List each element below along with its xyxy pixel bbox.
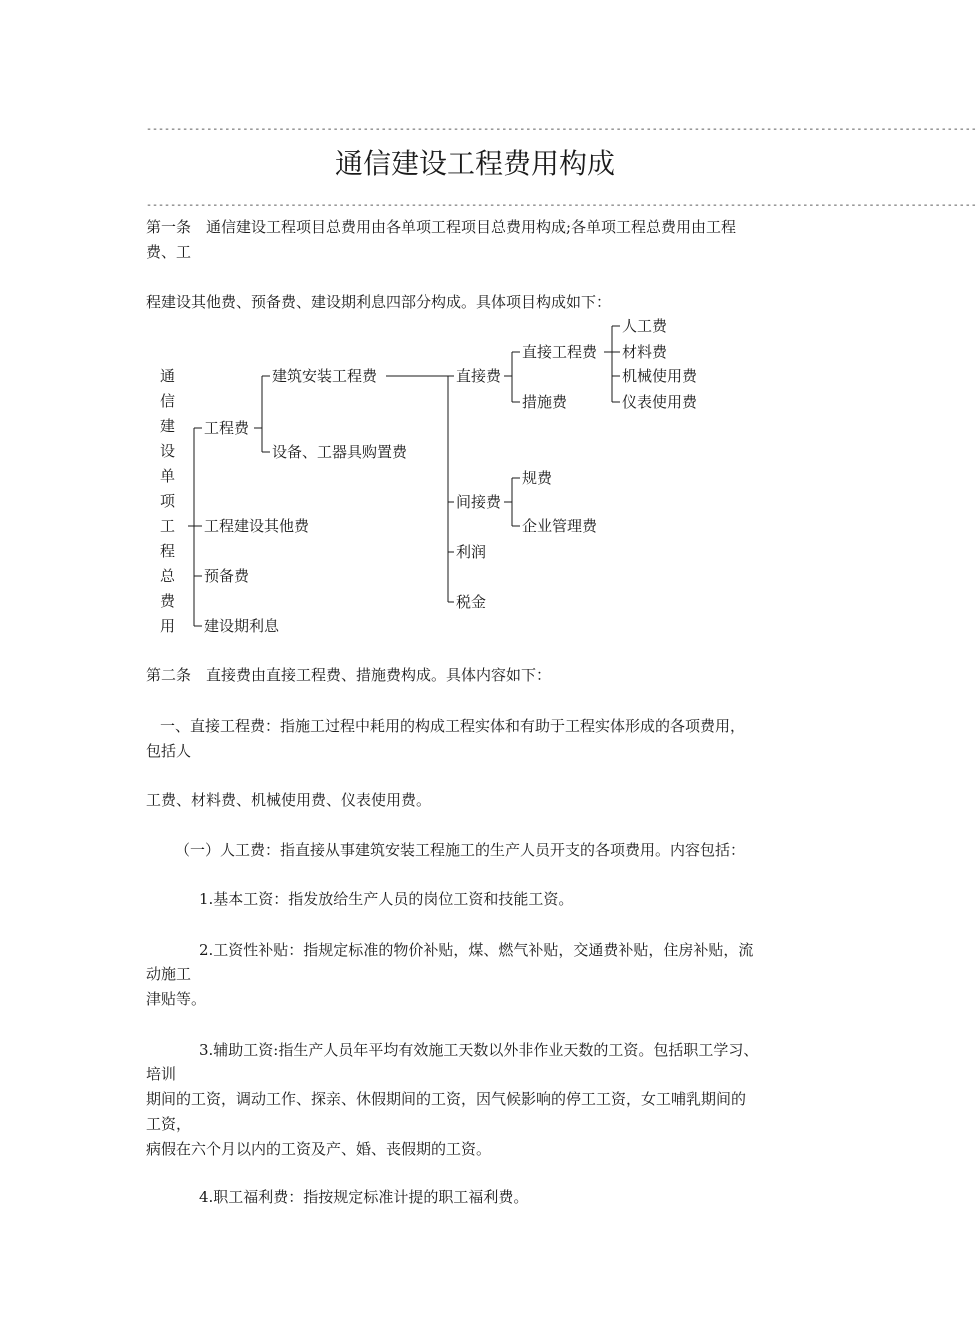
node-material-cost: 材料费 (622, 343, 668, 361)
tree-connector-lines (146, 314, 746, 644)
item-basic-wage: 1.基本工资：指发放给生产人员的岗位工资和技能工资。 (199, 890, 574, 908)
vertical-label-char: 信 (160, 392, 176, 410)
node-construction-interest: 建设期利息 (204, 617, 280, 635)
node-direct-engineering-cost: 直接工程费 (522, 343, 598, 361)
section-1-line-1: 一、直接工程费：指施工过程中耗用的构成工程实体和有助于工程实体形成的各项费用， (160, 717, 746, 735)
node-measure-cost: 措施费 (522, 393, 568, 411)
item-aux-wage-line-5: 病假在六个月以内的工资及产、婚、丧假期的工资。 (146, 1140, 492, 1158)
section-1-line-2: 包括人 (146, 742, 192, 760)
subsection-labor: （一）人工费：指直接从事建筑安装工程施工的生产人员开支的各项费用。内容包括： (175, 841, 746, 859)
vertical-label-char: 费 (160, 592, 176, 610)
node-fees: 规费 (522, 469, 553, 487)
node-labor-cost: 人工费 (622, 317, 668, 335)
node-construction-install-cost: 建筑安装工程费 (272, 367, 378, 385)
vertical-label-char: 单 (160, 467, 176, 485)
item-welfare: 4.职工福利费：指按规定标准计提的职工福利费。 (199, 1188, 529, 1206)
section-1-line-3: 工费、材料费、机械使用费、仪表使用费。 (146, 791, 432, 809)
bottom-rule: ------------------------------------------------------------------------------------------------------------------------------------------ (146, 200, 977, 211)
item-aux-wage-line-1: 3.辅助工资:指生产人员年平均有效施工天数以外非作业天数的工资。包括职工学习、 (199, 1041, 759, 1059)
article-1-line-1: 第一条 通信建设工程项目总费用由各单项工程项目总费用构成;各单项工程总费用由工程 (146, 218, 737, 236)
node-machinery-cost: 机械使用费 (622, 367, 698, 385)
node-equipment-purchase-cost: 设备、工器具购置费 (272, 443, 408, 461)
cost-structure-tree (146, 314, 746, 644)
item-wage-subsidy-line-3: 津贴等。 (146, 990, 207, 1008)
node-tax: 税金 (456, 593, 487, 611)
vertical-label-char: 总 (160, 567, 176, 585)
vertical-label-char: 工 (160, 517, 176, 535)
top-rule: ------------------------------------------------------------------------------------------------------------------------------------------ (146, 124, 977, 135)
node-management-cost: 企业管理费 (522, 517, 598, 535)
item-wage-subsidy-line-2: 动施工 (146, 965, 192, 983)
item-wage-subsidy-line-1: 2.工资性补贴：指规定标准的物价补贴，煤、燃气补贴，交通费补贴，住房补贴，流 (199, 941, 754, 959)
article-1-line-3: 程建设其他费、预备费、建设期利息四部分构成。具体项目构成如下： (146, 293, 612, 311)
item-aux-wage-line-4: 工资， (146, 1115, 192, 1133)
node-instrument-cost: 仪表使用费 (622, 393, 698, 411)
node-profit: 利润 (456, 543, 487, 561)
vertical-label-char: 程 (160, 542, 176, 560)
vertical-label-char: 设 (160, 442, 176, 460)
node-reserve-cost: 预备费 (204, 567, 250, 585)
article-2: 第二条 直接费由直接工程费、措施费构成。具体内容如下： (146, 666, 552, 684)
article-1-line-2: 费、工 (146, 243, 192, 261)
page-title: 通信建设工程费用构成 (334, 147, 615, 180)
node-other-construction-cost: 工程建设其他费 (204, 517, 310, 535)
vertical-label-char: 项 (160, 492, 176, 510)
vertical-label-char: 用 (160, 617, 176, 635)
node-direct-cost: 直接费 (456, 367, 502, 385)
vertical-label-char: 通 (160, 367, 176, 385)
item-aux-wage-line-2: 培训 (146, 1065, 177, 1083)
item-aux-wage-line-3: 期间的工资，调动工作、探亲、休假期间的工资，因气候影响的停工工资，女工哺乳期间的 (146, 1090, 747, 1108)
vertical-label-char: 建 (160, 417, 176, 435)
node-indirect-cost: 间接费 (456, 493, 502, 511)
node-engineering-cost: 工程费 (204, 419, 250, 437)
